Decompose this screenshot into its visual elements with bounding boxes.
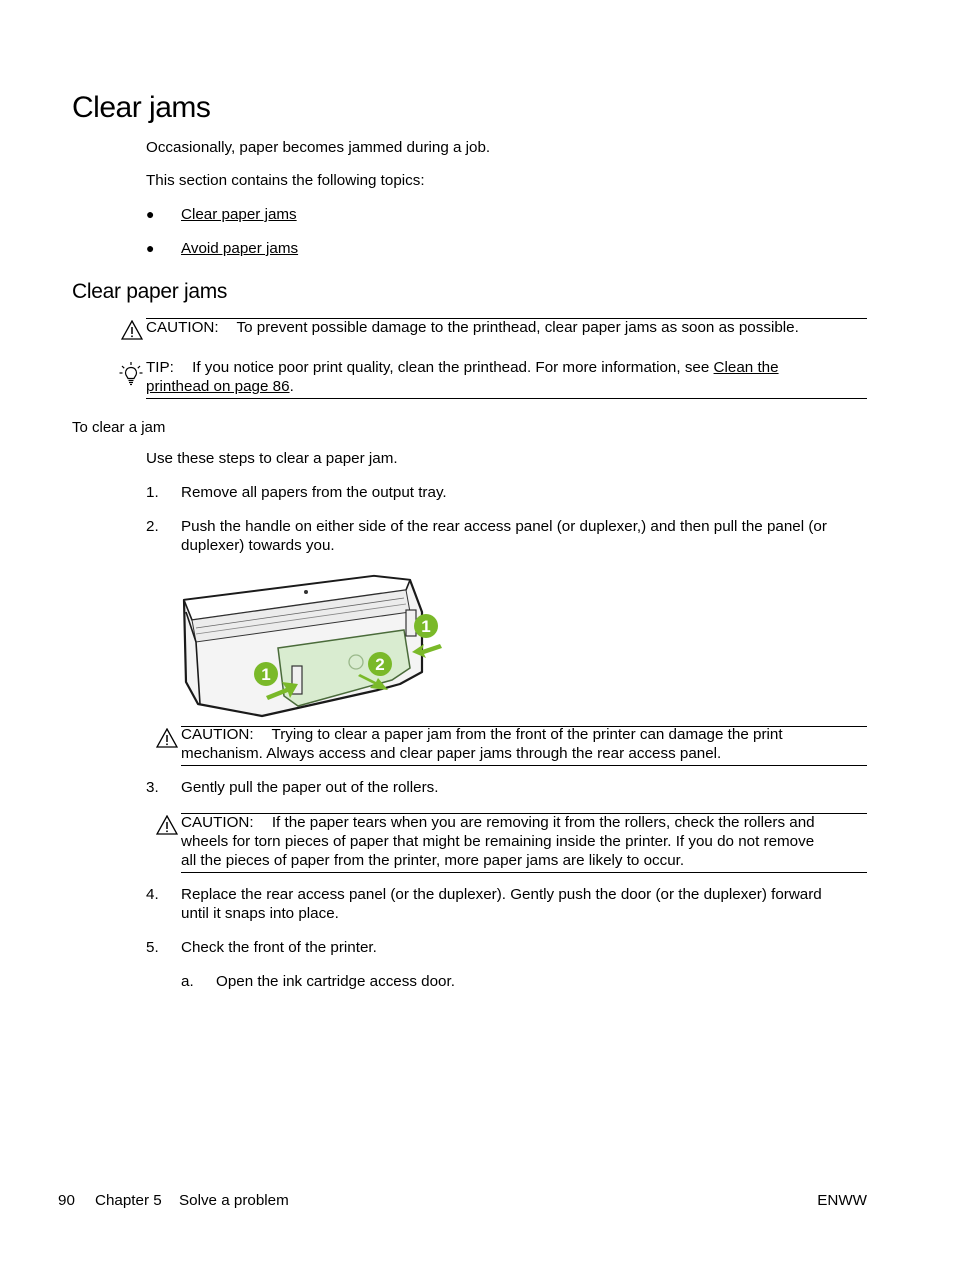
tip-note <box>146 358 779 377</box>
caution-text-cont: mechanism. Always access and clear paper jams through the rear access panel. <box>181 745 722 762</box>
topic-link-avoid-paper-jams[interactable]: Avoid paper jams <box>181 240 299 257</box>
callout-2: 2 <box>375 655 385 674</box>
substep-text: Open the ink cartridge access door. <box>216 973 455 990</box>
step-text: Gently pull the paper out of the rollers. <box>181 779 439 796</box>
caution-text-cont: all the pieces of paper from the printer, more paper jams are likely to occur. <box>181 852 685 869</box>
page-title: Clear jams <box>72 91 211 124</box>
caution-divider-bottom <box>181 765 867 766</box>
step-number: 4. <box>146 886 159 903</box>
bullet-icon: ● <box>146 206 155 222</box>
topic-link-clear-paper-jams[interactable]: Clear paper jams <box>181 206 297 223</box>
tip-note-line2 <box>146 377 294 396</box>
tip-label: TIP: <box>146 359 174 376</box>
step-text-cont: duplexer) towards you. <box>181 537 335 554</box>
caution-icon <box>121 320 143 340</box>
clean-printhead-link[interactable]: Clean the <box>713 359 779 376</box>
section-heading: Clear paper jams <box>72 280 228 303</box>
tip-icon <box>119 361 143 387</box>
tip-divider <box>146 398 867 399</box>
caution-text-cont: wheels for torn pieces of paper that might be remaining inside the printer. If you do not remove <box>181 833 815 850</box>
topics-intro-text: This section contains the following topics: <box>146 172 425 189</box>
caution-text: Trying to clear a paper jam from the front of the printer can damage the print <box>271 726 783 743</box>
step-text: Check the front of the printer. <box>181 939 377 956</box>
bullet-icon: ● <box>146 240 155 256</box>
footer-chapter: Chapter 5 <box>95 1192 162 1209</box>
footer-chapter-title: Solve a problem <box>179 1192 289 1209</box>
tip-text: If you notice poor print quality, clean the printhead. For more information, see <box>192 359 710 376</box>
step-number: 5. <box>146 939 159 956</box>
step-text-cont: until it snaps into place. <box>181 905 339 922</box>
printer-rear-panel-illustration <box>178 572 448 722</box>
footer-locale: ENWW <box>817 1192 867 1209</box>
clean-printhead-link-cont[interactable]: printhead on page 86 <box>146 378 290 395</box>
callout-1-right: 1 <box>421 617 431 636</box>
substep-letter: a. <box>181 973 194 990</box>
steps-intro: Use these steps to clear a paper jam. <box>146 450 398 467</box>
caution-icon <box>156 815 178 835</box>
caution-label: CAUTION: <box>146 319 219 336</box>
step-number: 3. <box>146 779 159 796</box>
caution-note-3 <box>181 813 815 832</box>
callout-1-left: 1 <box>261 665 271 684</box>
procedure-heading: To clear a jam <box>72 419 166 436</box>
footer-page-number: 90 <box>58 1192 75 1209</box>
step-number: 1. <box>146 484 159 501</box>
caution-label: CAUTION: <box>181 726 254 743</box>
caution-text: To prevent possible damage to the printhead, clear paper jams as soon as possible. <box>236 319 799 336</box>
step-number: 2. <box>146 518 159 535</box>
caution-text: If the paper tears when you are removing it from the rollers, check the rollers and <box>271 814 815 831</box>
caution-label: CAUTION: <box>181 814 254 831</box>
step-text: Push the handle on either side of the rear access panel (or duplexer,) and then pull the panel (or <box>181 518 827 535</box>
caution-note-2 <box>181 725 783 744</box>
tip-end: . <box>289 378 294 395</box>
caution-icon <box>156 728 178 748</box>
intro-text: Occasionally, paper becomes jammed during a job. <box>146 139 491 156</box>
caution-note-1 <box>146 318 799 337</box>
step-text: Remove all papers from the output tray. <box>181 484 447 501</box>
step-text: Replace the rear access panel (or the duplexer). Gently push the door (or the duplexer) forward <box>181 886 822 903</box>
caution-divider-bottom <box>181 872 867 873</box>
